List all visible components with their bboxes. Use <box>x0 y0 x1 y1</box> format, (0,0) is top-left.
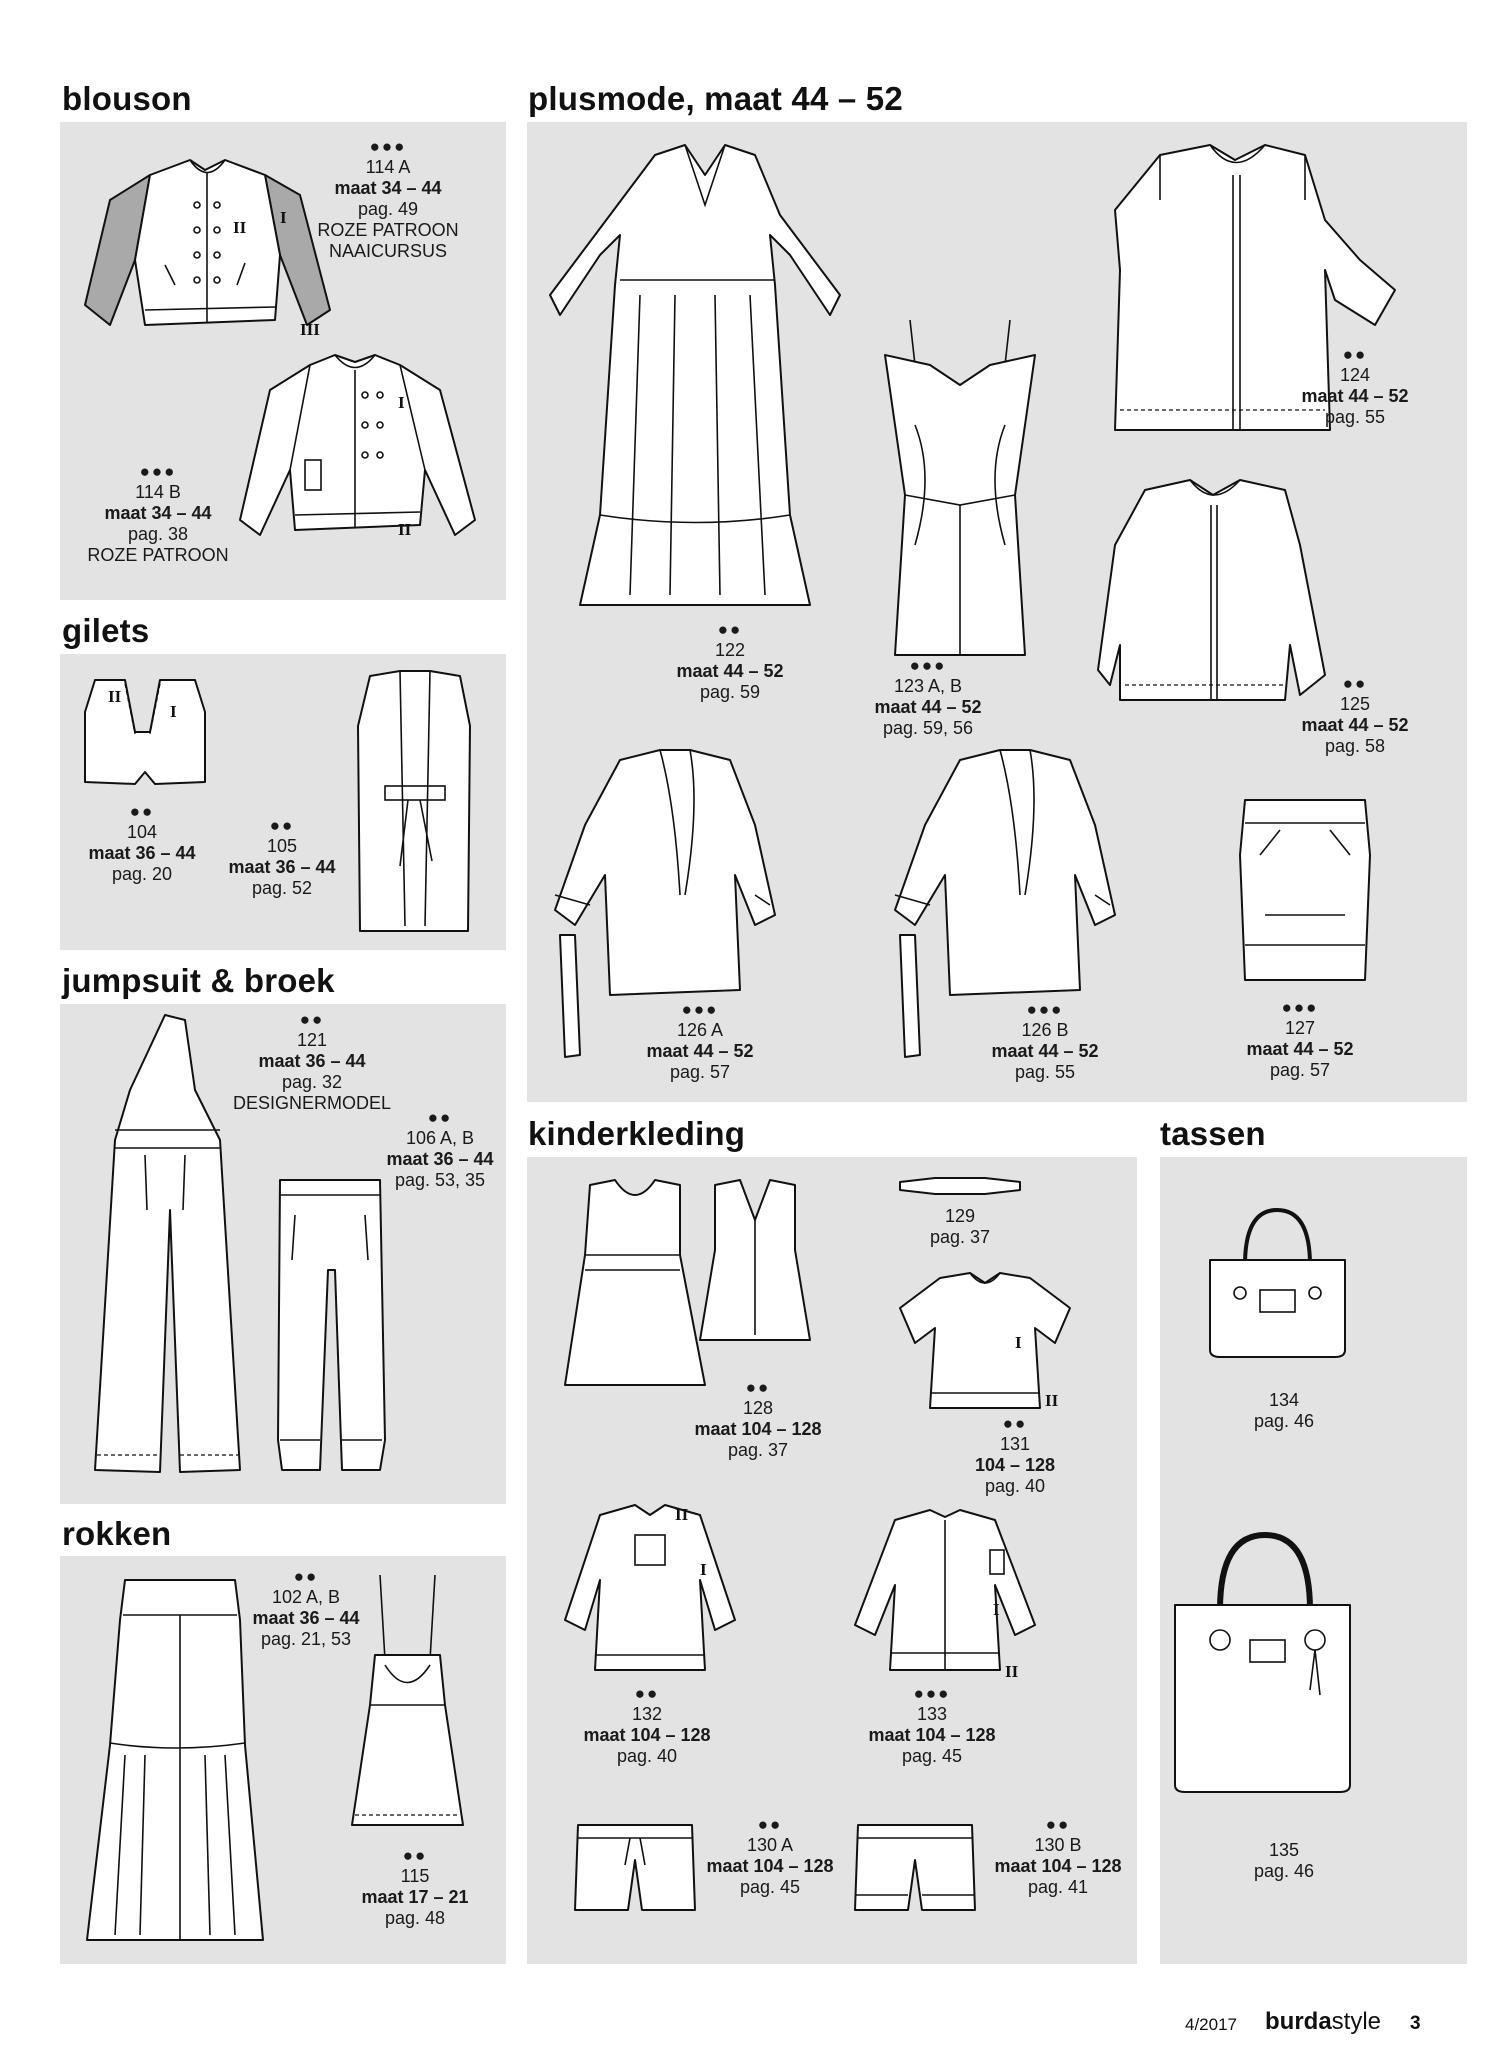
caption-106: ●● 106 A, B maat 36 – 44 pag. 53, 35 <box>386 1108 494 1190</box>
sketch-jack-133 <box>845 1505 1045 1680</box>
caption-126b: ●●● 126 B maat 44 – 52 pag. 55 <box>991 1000 1099 1082</box>
section-heading-blouson: blouson <box>62 80 192 117</box>
caption-127: ●●● 127 maat 44 – 52 pag. 57 <box>1246 998 1354 1080</box>
sketch-blouson-114b <box>230 350 485 550</box>
sketch-shirt-131 <box>895 1268 1075 1413</box>
roman-label: I <box>700 1560 707 1579</box>
sketch-jurk-128 <box>560 1175 815 1390</box>
caption-130a: ●● 130 A maat 104 – 128 pag. 45 <box>706 1815 834 1897</box>
sketch-tas-135 <box>1170 1530 1355 1795</box>
section-heading-plusmode: plusmode, maat 44 – 52 <box>528 80 903 117</box>
caption-124: ●● 124 maat 44 – 52 pag. 55 <box>1301 345 1409 427</box>
section-heading-tassen: tassen <box>1160 1115 1266 1152</box>
caption-128: ●● 128 maat 104 – 128 pag. 37 <box>694 1378 822 1460</box>
sketch-gilet-104 <box>80 672 210 792</box>
roman-label: II <box>1045 1391 1059 1410</box>
roman-label: I <box>1015 1333 1022 1352</box>
roman-label: I <box>170 702 177 721</box>
caption-132: ●● 132 maat 104 – 128 pag. 40 <box>583 1684 711 1766</box>
section-heading-rokken: rokken <box>62 1515 172 1552</box>
brand-logo <box>1265 2008 1381 2036</box>
roman-label: II <box>108 687 122 706</box>
caption-130b: ●● 130 B maat 104 – 128 pag. 41 <box>994 1815 1122 1897</box>
brand-bold: burda <box>1265 2008 1332 2035</box>
caption-105: ●● 105 maat 36 – 44 pag. 52 <box>228 816 336 898</box>
caption-123: ●●● 123 A, B maat 44 – 52 pag. 59, 56 <box>874 656 982 738</box>
caption-114a: ●●● 114 A maat 34 – 44 pag. 49 ROZE PATROON NAAICURSUS <box>317 137 459 261</box>
sketch-dress-123 <box>875 315 1045 660</box>
roman-label: I <box>280 208 287 227</box>
issue-number: 4/2017 <box>1185 2015 1237 2034</box>
brand-light: style <box>1331 2008 1382 2035</box>
sketch-tuinjurk-115 <box>345 1570 470 1830</box>
caption-115: ●● 115 maat 17 – 21 pag. 48 <box>361 1846 469 1928</box>
caption-131: ●● 131 104 – 128 pag. 40 <box>974 1414 1056 1496</box>
caption-135: 135 pag. 46 <box>1253 1840 1315 1881</box>
sketch-haarband-129 <box>895 1170 1025 1200</box>
sketch-blouse-125 <box>1095 475 1330 705</box>
sketch-sweater-132 <box>550 1500 750 1680</box>
section-heading-kinderkleding: kinderkleding <box>528 1115 746 1152</box>
roman-label: II <box>398 520 412 539</box>
sketch-tas-134 <box>1205 1205 1350 1360</box>
roman-label: II <box>675 1505 689 1524</box>
caption-104: ●● 104 maat 36 – 44 pag. 20 <box>88 802 196 884</box>
roman-label: II <box>1005 1662 1019 1680</box>
caption-114b: ●●● 114 B maat 34 – 44 pag. 38 ROZE PATROON <box>87 462 229 565</box>
roman-label: I <box>398 393 405 412</box>
roman-label: III <box>300 320 320 339</box>
sketch-broek-106 <box>270 1170 390 1480</box>
caption-102: ●● 102 A, B maat 36 – 44 pag. 21, 53 <box>252 1567 360 1649</box>
caption-122: ●● 122 maat 44 – 52 pag. 59 <box>676 620 784 702</box>
page-number: 3 <box>1410 2013 1421 2034</box>
caption-125: ●● 125 maat 44 – 52 pag. 58 <box>1301 674 1409 756</box>
section-heading-gilets: gilets <box>62 612 150 649</box>
caption-126a: ●●● 126 A maat 44 – 52 pag. 57 <box>646 1000 754 1082</box>
sketch-rok-127 <box>1235 795 1375 985</box>
caption-121: ●● 121 maat 36 – 44 pag. 32 DESIGNERMODEL <box>232 1010 392 1113</box>
roman-label: II <box>233 218 247 237</box>
caption-134: 134 pag. 46 <box>1253 1390 1315 1431</box>
sketch-dress-122 <box>540 135 850 610</box>
section-heading-jumpsuit: jumpsuit & broek <box>62 962 335 999</box>
roman-label: I <box>993 1600 1000 1619</box>
caption-129: 129 pag. 37 <box>929 1206 991 1247</box>
caption-133: ●●● 133 maat 104 – 128 pag. 45 <box>868 1684 996 1766</box>
